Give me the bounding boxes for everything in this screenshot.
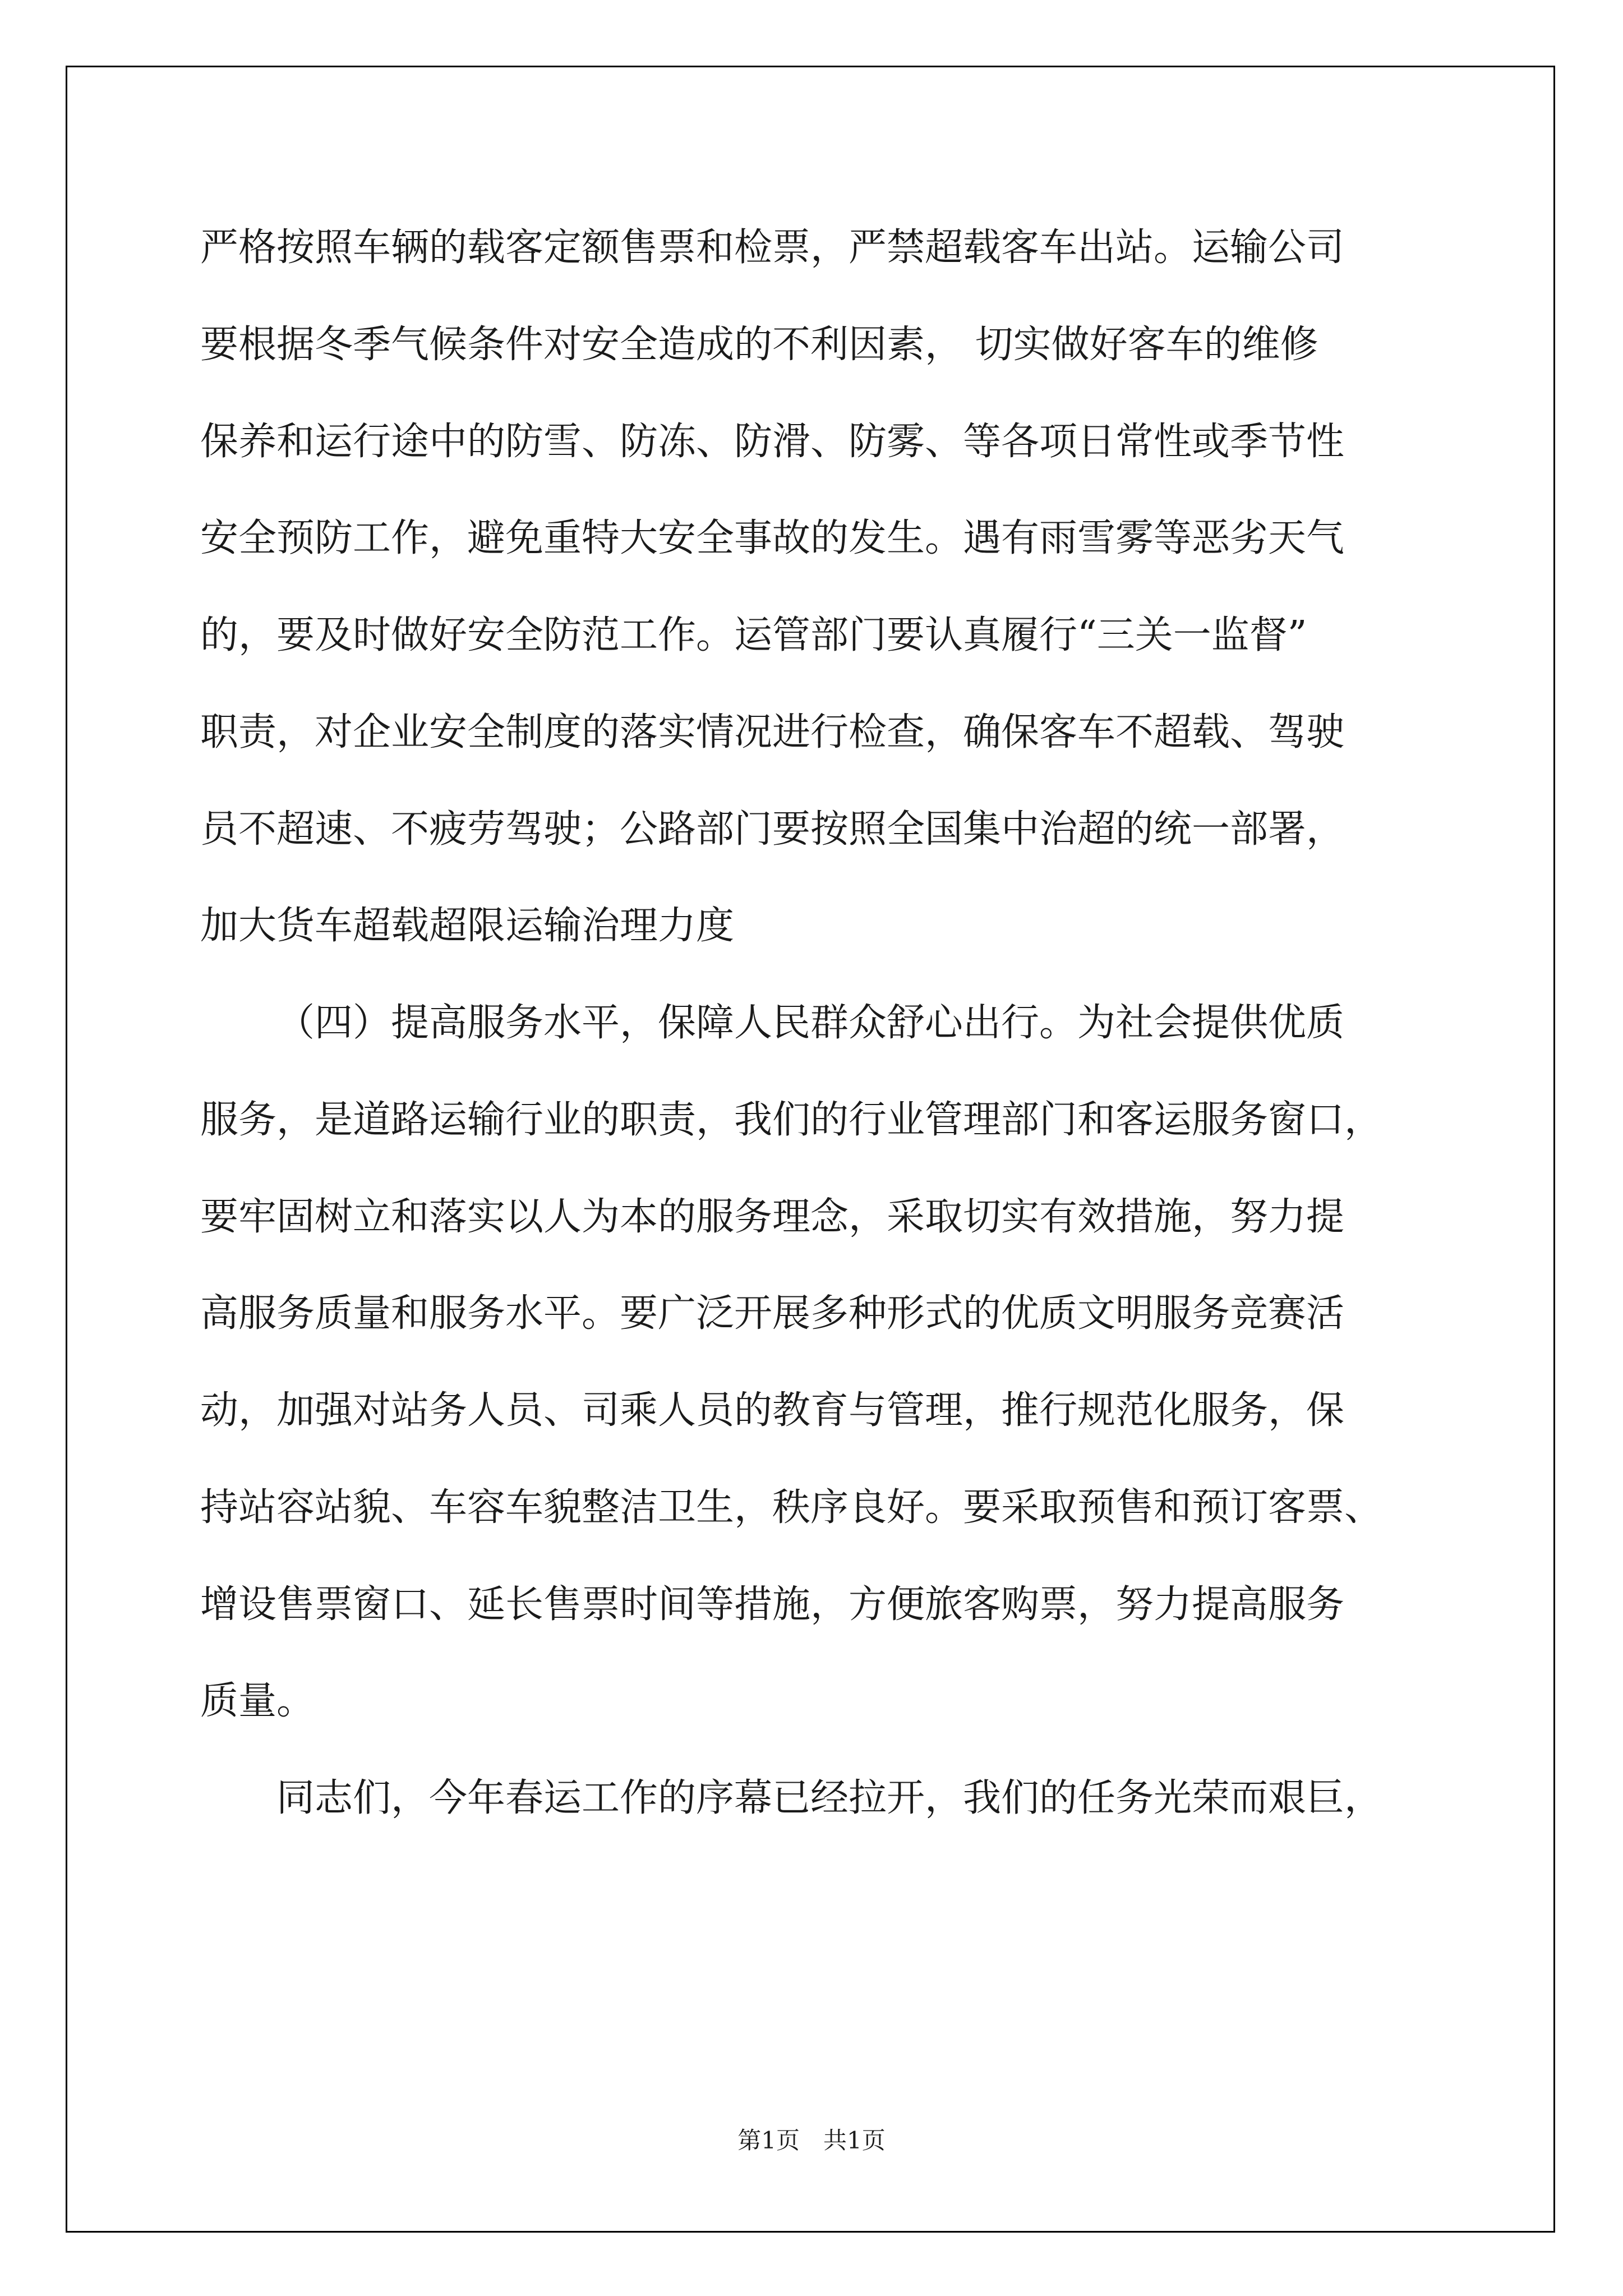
paragraph-first-line: 同志们，今年春运工作的序幕已经拉开，我们的任务光荣而艰巨， [276,1776,1383,1820]
text-line: 的，要及时做好安全防范工作。运管部门要认真履行“三关一监督” [200,613,1307,657]
text-line: 要根据冬季气候条件对安全造成的不利因素， 切实做好客车的维修 [200,323,1318,367]
text-line: 动，加强对站务人员、司乘人员的教育与管理，推行规范化服务，保 [200,1388,1345,1433]
text-line: 质量。 [200,1679,315,1723]
page-number-footer: 第1页 共1页 [737,2127,886,2154]
paragraph-first-line: （四）提高服务水平，保障人民群众舒心出行。为社会提供优质 [276,1001,1345,1045]
text-line: 员不超速、不疲劳驾驶；公路部门要按照全国集中治超的统一部署， [200,807,1345,852]
text-line: 加大货车超载超限运输治理力度 [200,904,735,948]
page-border [66,66,1555,2233]
text-line: 安全预防工作，避免重特大安全事故的发生。遇有雨雪雾等恶劣天气 [200,516,1345,560]
text-line: 保养和运行途中的防雪、防冻、防滑、防雾、等各项日常性或季节性 [200,420,1345,464]
text-line: 严格按照车辆的载客定额售票和检票，严禁超载客车出站。运输公司 [200,226,1345,270]
text-line: 要牢固树立和落实以人为本的服务理念，采取切实有效措施，努力提 [200,1195,1345,1239]
text-line: 增设售票窗口、延长售票时间等措施，方便旅客购票，努力提高服务 [200,1582,1345,1627]
text-line: 职责，对企业安全制度的落实情况进行检查，确保客车不超载、驾驶 [200,710,1345,754]
text-line: 服务，是道路运输行业的职责，我们的行业管理部门和客运服务窗口， [200,1098,1383,1142]
text-line: 持站容站貌、车容车貌整洁卫生，秩序良好。要采取预售和预订客票、 [200,1485,1383,1530]
text-line: 高服务质量和服务水平。要广泛开展多种形式的优质文明服务竞赛活 [200,1291,1345,1336]
